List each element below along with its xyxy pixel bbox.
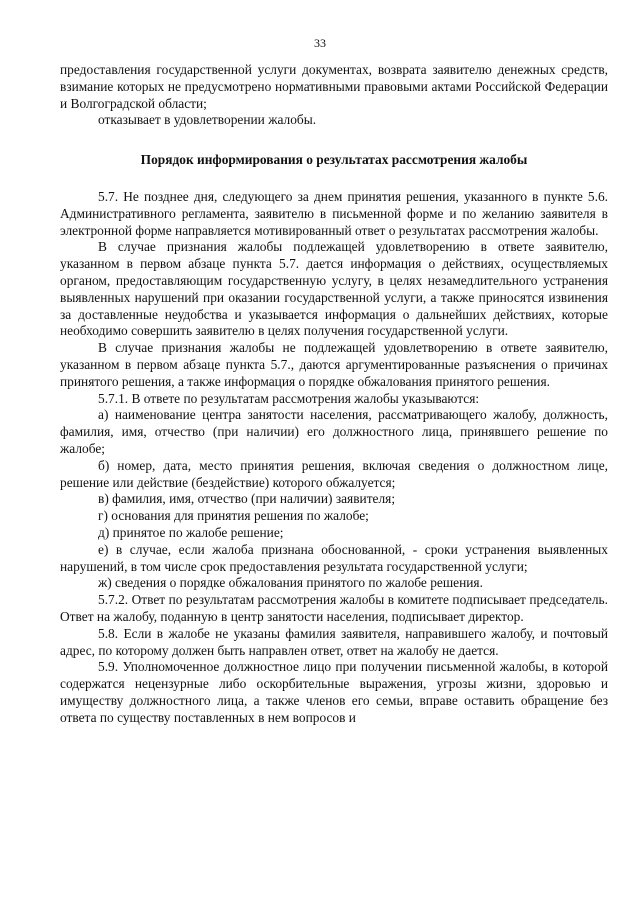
document-body: [60, 62, 608, 726]
paragraph: В случае признания жалобы подлежащей удовлетворению в ответе заявителю, указанном в первом абзаце пункта 5.7. дается информация о действиях, осуществляемых органом, предоставляющим государственную услугу, в целях незамедлительного устранения выявленных нарушений при оказании государственной услуги, а также приносятся извинения за доставленные неудобства и указывается информация о дальнейших действиях, которые необходимо совершить заявителю в целях получения государственной услуги.: [60, 239, 608, 339]
paragraph: 5.7. Не позднее дня, следующего за днем принятия решения, указанного в пункте 5.6. Административного регламента, заявителю в письменной форме и по желанию заявителя в электронной форме направляется мотивированный ответ о результатах рассмотрения жалобы.: [60, 188, 608, 238]
paragraph: предоставления государственной услуги документах, возврата заявителю денежных средств, взимание которых не предусмотрено нормативными правовыми актами Российской Федерации и Волгоградской области;: [60, 62, 608, 111]
page-number: 33: [314, 36, 326, 50]
section-heading: Порядок информирования о результатах рассмотрения жалобы: [140, 152, 528, 168]
list-item: д) принятое по жалобе решение;: [98, 524, 284, 540]
list-item: а) наименование центра занятости населения, рассматривающего жалобу, должность, фамилия, имя, отчество (при наличии) его должностного лица, принявшего решение по жалобе;: [60, 407, 608, 456]
paragraph: 5.7.2. Ответ по результатам рассмотрения жалобы в комитете подписывает председатель. Ответ на жалобу, поданную в центр занятости населения, подписывает директор.: [60, 592, 608, 624]
paragraph: 5.7.1. В ответе по результатам рассмотрения жалобы указываются:: [98, 390, 480, 406]
paragraph: В случае признания жалобы не подлежащей удовлетворению в ответе заявителю, указанном в первом абзаце пункта 5.7., даются аргументированные разъяснения о причинах принятого решения, а также информация о порядке обжалования принятого решения.: [60, 340, 608, 389]
paragraph: 5.8. Если в жалобе не указаны фамилия заявителя, направившего жалобу, и почтовый адрес, по которому должен быть направлен ответ, ответ на жалобу не дается.: [60, 625, 608, 658]
list-item: б) номер, дата, место принятия решения, включая сведения о должностном лице, решение или действие (бездействие) которого обжалуется;: [60, 457, 608, 490]
list-item: в) фамилия, имя, отчество (при наличии) заявителя;: [98, 491, 396, 507]
list-item: е) в случае, если жалоба признана обоснованной, - сроки устранения выявленных нарушений, в том числе срок предоставления результата государственной услуги;: [60, 541, 608, 574]
paragraph: 5.9. Уполномоченное должностное лицо при получении письменной жалобы, в которой содержатся нецензурные либо оскорбительные выражения, угрозы жизни, здоровью и имуществу должностного лица, а также членов его семьи, вправе оставить обращение без ответа по существу поставленных в нем вопросов и: [60, 659, 608, 725]
list-item: г) основания для принятия решения по жалобе;: [98, 508, 369, 524]
paragraph: отказывает в удовлетворении жалобы.: [98, 112, 317, 128]
list-item: ж) сведения о порядке обжалования принятого по жалобе решения.: [98, 575, 483, 591]
